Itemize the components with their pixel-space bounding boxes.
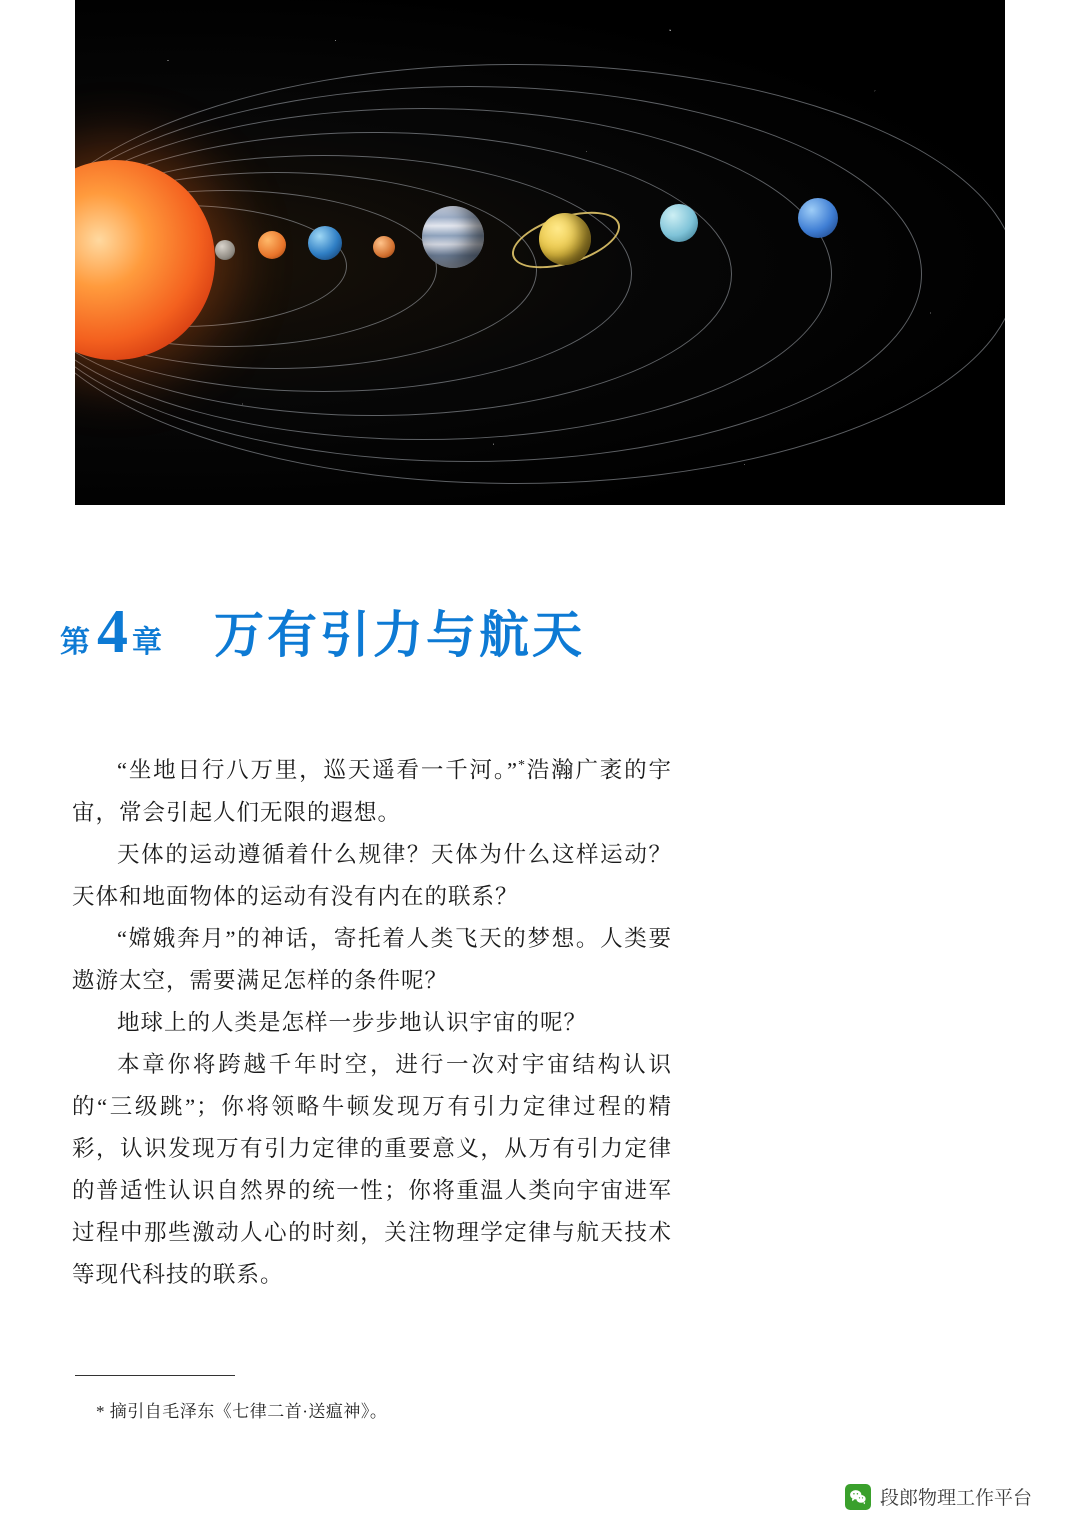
paragraph-5: 本章你将跨越千年时空，进行一次对宇宙结构认识的“三级跳”；你将领略牛顿发现万有引力定律过程的精彩，认识发现万有引力定律的重要意义，从万有引力定律的普适性认识自然界的统一性；你将重温人类向宇宙进军过程中那些激动人心的时刻，关注物理学定律与航天技术等现代科技的联系。 (72, 1051, 672, 1287)
wechat-icon (845, 1484, 871, 1510)
jupiter-body (422, 206, 484, 268)
paragraph-4: 地球上的人类是怎样一步步地认识宇宙的呢？ (117, 1009, 588, 1035)
footnote-text: 摘引自毛泽东《七律二首·送瘟神》。 (109, 1402, 388, 1421)
mars-body (373, 236, 395, 258)
chapter-number: 4 (97, 598, 128, 666)
paragraph-2: 天体的运动遵循着什么规律？天体为什么这样运动？天体和地面物体的运动有没有内在的联系？ (72, 841, 672, 909)
neptune-body (798, 198, 838, 238)
quoted-poem: “坐地日行八万里，巡天遥看一千河。” (117, 757, 518, 783)
chapter-suffix: 章 (132, 626, 162, 659)
footnote (96, 1397, 387, 1422)
paragraph-1-rest: 浩瀚广袤的宇宙，常会引起人们无限的遐想。 (72, 757, 672, 825)
earth-body (308, 226, 342, 260)
saturn-body (539, 213, 591, 265)
chapter-heading (60, 595, 960, 667)
footnote-marker: * (96, 1402, 105, 1421)
watermark (845, 1483, 1032, 1510)
venus-body (258, 231, 286, 259)
solar-system-figure (75, 0, 1005, 505)
paragraph-1 (72, 745, 672, 834)
mercury-body (215, 240, 235, 260)
uranus-body (660, 204, 698, 242)
chapter-prefix: 第 (60, 626, 91, 659)
paragraph-3: “嫦娥奔月”的神话，寄托着人类飞天的梦想。人类要遨游太空，需要满足怎样的条件呢？ (72, 925, 672, 993)
footnote-marker-inline: * (517, 758, 526, 773)
chapter-intro-text (72, 745, 672, 1296)
watermark-text: 段郎物理工作平台 (879, 1488, 1032, 1509)
chapter-title: 万有引力与航天 (214, 607, 585, 663)
saturn-group (510, 198, 620, 278)
footnote-divider (75, 1375, 235, 1376)
